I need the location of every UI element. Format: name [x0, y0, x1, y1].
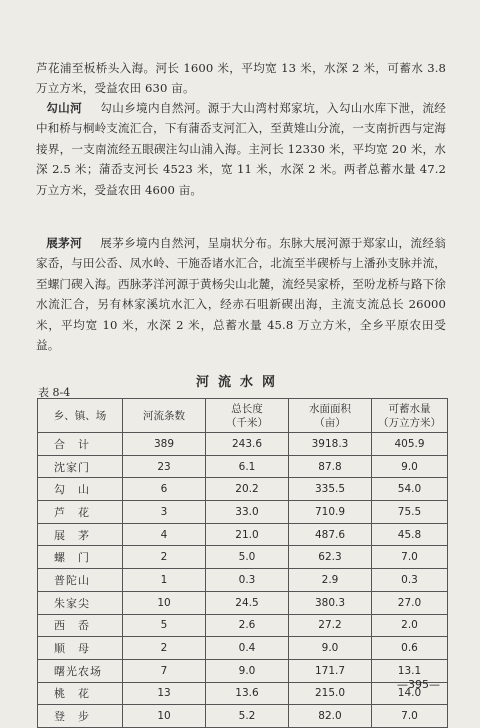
length-cell: 24.5: [206, 591, 289, 614]
section-heading: 勾山河: [46, 101, 83, 115]
area-cell: 3918.3: [289, 433, 372, 456]
count-cell: 3: [123, 501, 206, 524]
table-row: [38, 591, 448, 614]
storage-cell: 0.6: [372, 637, 448, 660]
area-cell: 215.0: [289, 682, 372, 705]
header-storage: [372, 399, 448, 433]
length-cell: 5.2: [206, 705, 289, 728]
table-row: [38, 523, 448, 546]
town-cell: 朱家尖: [38, 591, 123, 614]
table-row: [38, 659, 448, 682]
storage-cell: 7.0: [372, 546, 448, 569]
table-row: [38, 569, 448, 592]
storage-cell: 54.0: [372, 478, 448, 501]
storage-cell: 9.0: [372, 455, 448, 478]
town-cell: 螺 门: [38, 546, 123, 569]
area-cell: 82.0: [289, 705, 372, 728]
table-row: [38, 705, 448, 728]
table-row: [38, 433, 448, 456]
town-cell: 普陀山: [38, 569, 123, 592]
page-number: —395—: [397, 678, 440, 691]
header-label: 水面面积: [309, 402, 351, 415]
storage-cell: 13.1: [372, 659, 448, 682]
area-cell: 27.2: [289, 614, 372, 637]
length-cell: 9.0: [206, 659, 289, 682]
storage-cell: 75.5: [372, 501, 448, 524]
town-cell: 曙光农场: [38, 659, 123, 682]
storage-cell: 405.9: [372, 433, 448, 456]
area-cell: 9.0: [289, 637, 372, 660]
table-row: [38, 546, 448, 569]
count-cell: 6: [123, 478, 206, 501]
town-cell: 登 步: [38, 705, 123, 728]
town-cell: 合 计: [38, 433, 123, 456]
area-cell: 171.7: [289, 659, 372, 682]
count-cell: 7: [123, 659, 206, 682]
area-cell: 62.3: [289, 546, 372, 569]
count-cell: 5: [123, 614, 206, 637]
count-cell: 4: [123, 523, 206, 546]
header-unit: （万立方米）: [378, 416, 441, 429]
section-heading: 展茅河: [46, 236, 83, 250]
count-cell: 2: [123, 637, 206, 660]
table-header-row: [38, 399, 448, 433]
area-cell: 710.9: [289, 501, 372, 524]
header-count: [123, 399, 206, 433]
area-cell: 2.9: [289, 569, 372, 592]
area-cell: 335.5: [289, 478, 372, 501]
count-cell: 23: [123, 455, 206, 478]
area-cell: 487.6: [289, 523, 372, 546]
header-unit: （亩）: [314, 416, 346, 429]
storage-cell: 14.0: [372, 682, 448, 705]
area-cell: 87.8: [289, 455, 372, 478]
storage-cell: 27.0: [372, 591, 448, 614]
paragraph-text: 展茅乡境内自然河，呈扇状分布。东脉大展河源于郑家山，流经翁家岙，与田公岙、凤水岭、干施岙诸水汇合，北流至半碶桥与上潘孙支脉并流，至螺门碶入海。西脉茅洋河源于黄杨尖山北麓，流经吴家桥，至吩龙桥与路下徐水流汇合，另有林家溪坑水汇入，经赤石咀新碶出海，主流支流总长 26000 米，平均宽 10 米，水深 2 米，总蓄水量 45.8 万立方米，全乡平原农田受益。: [36, 236, 446, 353]
paragraph-zhanmao-river: [36, 233, 446, 355]
header-town: [38, 399, 123, 433]
paragraph-goushan-river: [36, 98, 446, 200]
length-cell: 21.0: [206, 523, 289, 546]
town-cell: 展 茅: [38, 523, 123, 546]
length-cell: 243.6: [206, 433, 289, 456]
table-label: 表 8-4: [38, 386, 71, 399]
storage-cell: 7.0: [372, 705, 448, 728]
table-row: [38, 614, 448, 637]
length-cell: 13.6: [206, 682, 289, 705]
count-cell: 13: [123, 682, 206, 705]
count-cell: 10: [123, 591, 206, 614]
length-cell: 0.3: [206, 569, 289, 592]
count-cell: 2: [123, 546, 206, 569]
town-cell: 勾 山: [38, 478, 123, 501]
header-label: 可蓄水量: [388, 402, 431, 415]
storage-cell: 0.3: [372, 569, 448, 592]
table-row: [38, 478, 448, 501]
header-length: [206, 399, 289, 433]
town-cell: 西 岙: [38, 614, 123, 637]
header-label: 乡、镇、场: [53, 409, 107, 422]
length-cell: 5.0: [206, 546, 289, 569]
length-cell: 20.2: [206, 478, 289, 501]
count-cell: 389: [123, 433, 206, 456]
town-cell: 沈家门: [38, 455, 123, 478]
table-title: 河流水网: [195, 375, 284, 390]
table-row: [38, 501, 448, 524]
header-area: [289, 399, 372, 433]
table-row: [38, 637, 448, 660]
table-row: [38, 455, 448, 478]
length-cell: 6.1: [206, 455, 289, 478]
paragraph-text: 芦花浦至板桥头入海。河长 1600 米，平均宽 13 米，水深 2 米，可蓄水 3.8 万立方米，受益农田 630 亩。: [36, 61, 446, 96]
river-network-table: [37, 398, 448, 728]
header-unit: （千米）: [226, 416, 268, 429]
storage-cell: 2.0: [372, 614, 448, 637]
length-cell: 2.6: [206, 614, 289, 637]
length-cell: 0.4: [206, 637, 289, 660]
town-cell: 顺 母: [38, 637, 123, 660]
count-cell: 1: [123, 569, 206, 592]
paragraph-luhua-end: [36, 58, 446, 99]
town-cell: 芦 花: [38, 501, 123, 524]
header-label: 总长度: [231, 402, 263, 415]
area-cell: 380.3: [289, 591, 372, 614]
paragraph-text: 勾山乡境内自然河。源于大山湾村郑家坑，入勾山水库下泄，流经中和桥与桐岭支流汇合，下有蒲岙支河汇入，至黄雉山分流，一支南折西与定海接界，一支南流经五眼碶注勾山浦入海。主河长 12330 米，平均宽 20 米，水深 2.5 米；蒲岙支河长 4523 米，宽 11 米，水深 2 米。两者总蓄水量 47.2 万立方米，受益农田 4600 亩。: [36, 101, 446, 197]
storage-cell: 45.8: [372, 523, 448, 546]
length-cell: 33.0: [206, 501, 289, 524]
header-label: 河流条数: [143, 409, 185, 422]
count-cell: 10: [123, 705, 206, 728]
town-cell: 桃 花: [38, 682, 123, 705]
table-row: [38, 682, 448, 705]
